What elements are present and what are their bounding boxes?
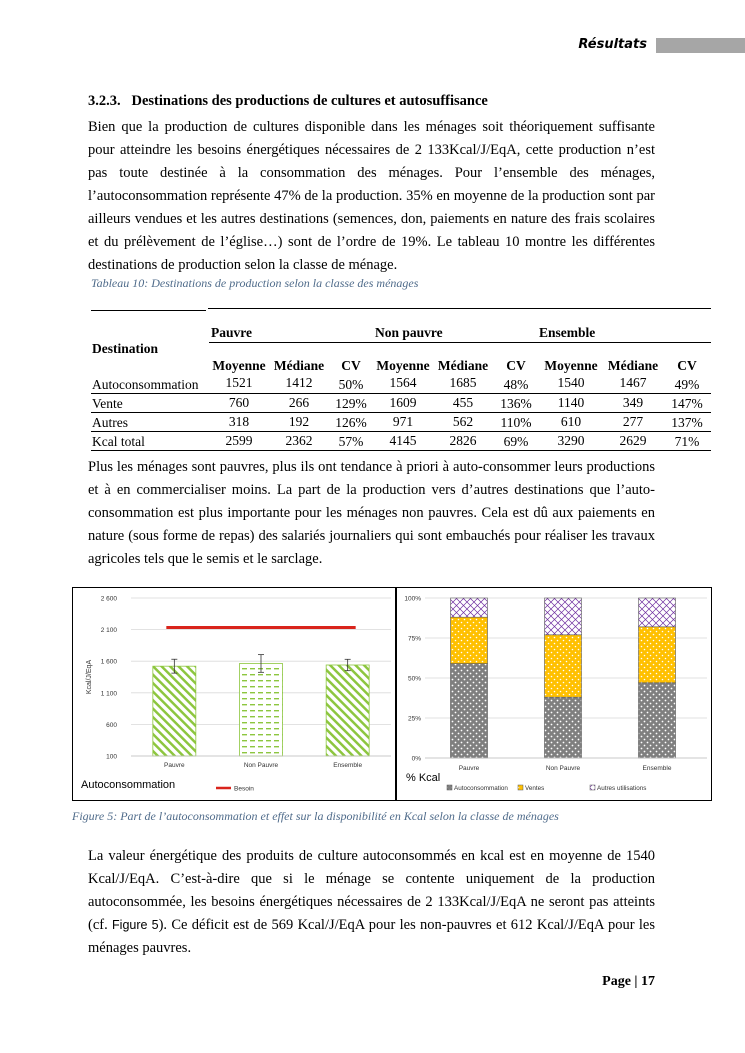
figure-caption: Figure 5: Part de l’autoconsommation et effet sur la disponibilité en Kcal selon la classe de ménages xyxy=(72,809,559,823)
destination-header: Destination xyxy=(92,340,159,356)
paragraph-deficit-text-b: ). Ce déficit est de 569 Kcal/J/EqA pour les non-pauvres et 612 Kcal/J/EqA pour les ménages pauvres. xyxy=(88,917,655,956)
table-cell: 2599 xyxy=(209,431,269,450)
segment-ventes xyxy=(451,617,488,663)
group-header-pauvre: Pauvre xyxy=(211,325,252,340)
chart-destinations-percent xyxy=(396,587,712,801)
table-cell: 69% xyxy=(493,431,539,450)
segment-autoconsommation xyxy=(545,697,582,758)
y-tick-label: 100 xyxy=(106,753,117,761)
y-tick-label: 2 100 xyxy=(100,627,117,635)
y-tick-label: 1 600 xyxy=(100,658,117,666)
table-cell: 136% xyxy=(493,393,539,412)
segment-autres-utilisations xyxy=(639,598,676,627)
table-cell: 50% xyxy=(329,374,373,393)
col-header-mediane: Médiane xyxy=(269,342,329,374)
x-tick-label: Pauvre xyxy=(164,762,185,769)
table-cell: 2826 xyxy=(433,431,493,450)
y-tick-label: 2 600 xyxy=(100,595,117,603)
y-tick-label: 75% xyxy=(407,635,421,643)
table-row xyxy=(91,412,711,431)
table-cell: 2362 xyxy=(269,431,329,450)
table-cell: 1467 xyxy=(603,374,663,393)
table-cell: 129% xyxy=(329,393,373,412)
x-tick-label: Non Pauvre xyxy=(545,765,581,772)
group-header-ensemble: Ensemble xyxy=(539,325,596,340)
table-cell: 1521 xyxy=(209,374,269,393)
y-axis-label: Kcal/J/EqA xyxy=(86,659,93,695)
table-cell: 1685 xyxy=(433,374,493,393)
x-tick-label: Ensemble xyxy=(642,765,672,772)
section-heading: 3.2.3. Destinations des productions de cultures et autosuffisance xyxy=(88,93,488,109)
legend-swatch xyxy=(590,785,595,790)
y-tick-label: 600 xyxy=(106,721,117,729)
destinations-table xyxy=(91,308,711,451)
bar-ensemble xyxy=(326,665,369,756)
table-row xyxy=(91,374,711,393)
segment-autres-utilisations xyxy=(545,598,582,635)
col-header-moyenne: Moyenne xyxy=(539,342,603,374)
legend-besoin-label: Besoin xyxy=(234,785,254,793)
table-cell: 277 xyxy=(603,412,663,431)
chart-autoconsommation xyxy=(72,587,396,801)
table-cell: 48% xyxy=(493,374,539,393)
y-tick-label: 0% xyxy=(411,755,421,763)
segment-autres-utilisations xyxy=(451,598,488,617)
y-tick-label: 1 100 xyxy=(100,690,117,698)
x-tick-label: Pauvre xyxy=(458,765,480,772)
col-header-moyenne: Moyenne xyxy=(209,342,269,374)
paragraph-deficit-text-a: La valeur énergétique des produits de culture autoconsommés en kcal est en moyenne de 1540 Kcal/J/EqA. C’est-à-dire que si le ménage se contente uniquement de la production autoconsommée, les besoins énergétiques nécessaires de 2 133Kcal/J/EqA ne seront pas atteints (cf. xyxy=(88,848,655,933)
group-header-non-pauvre: Non pauvre xyxy=(375,325,443,340)
row-label: Kcal total xyxy=(91,431,209,450)
table-cell: 57% xyxy=(329,431,373,450)
legend-swatch xyxy=(518,785,523,790)
table-caption: Tableau 10: Destinations de production selon la classe des ménages xyxy=(91,276,419,290)
table-cell: 110% xyxy=(493,412,539,431)
table-cell: 349 xyxy=(603,393,663,412)
table-cell: 318 xyxy=(209,412,269,431)
col-header-cv: CV xyxy=(493,342,539,374)
col-header-cv: CV xyxy=(663,342,711,374)
y-tick-label: 50% xyxy=(407,675,421,683)
segment-autoconsommation xyxy=(639,683,676,758)
legend-label: Ventes xyxy=(525,785,545,792)
table-cell: 49% xyxy=(663,374,711,393)
paragraph-intro: Bien que la production de cultures disponible dans les ménages soit théoriquement suffisante pour atteindre les besoins énergétiques nécessaires de 2 133Kcal/J/EqA, cette production n’est pas toute destinée à la consommation des ménages. Pour l’ensemble des ménages, l’autoconsommation représente 47% de la production. 35% en moyenne de la production sont par ailleurs vendues et les autres destinations (semences, don, paiements en nature des frais scolaires et du prélèvement de l’église…) sont de l’ordre de 19%. Le tableau 10 montre les différentes destinations de production selon la classe de ménage. xyxy=(88,119,655,273)
y-axis-label: % Kcal xyxy=(406,772,441,784)
col-header-cv: CV xyxy=(329,342,373,374)
table-cell: 1564 xyxy=(373,374,433,393)
table-cell: 126% xyxy=(329,412,373,431)
chart-destinations-percent-svg xyxy=(397,588,711,800)
y-tick-label: 100% xyxy=(404,595,421,603)
table-cell: 1609 xyxy=(373,393,433,412)
col-header-mediane: Médiane xyxy=(603,342,663,374)
table-row xyxy=(91,431,711,450)
paragraph-analysis: Plus les ménages sont pauvres, plus ils ont tendance à priori à auto-consommer leurs productions et à en commercialiser moins. La part de la production vers d’autres destinations que l’auto-consommation est plus importante pour les ménages non pauvres. Cela est dû aux paiements en nature (sous forme de repas) des salariés journaliers qui sont embauchés pour réaliser les travaux agricoles tels que le semis et le sarclage. xyxy=(88,459,655,567)
table-cell: 455 xyxy=(433,393,493,412)
table-body xyxy=(91,374,711,450)
legend-label: Autoconsommation xyxy=(454,785,508,792)
table-cell: 137% xyxy=(663,412,711,431)
legend-label: Autres utilisations xyxy=(597,785,647,792)
table-cell: 760 xyxy=(209,393,269,412)
segment-autoconsommation xyxy=(451,664,488,758)
table-cell: 610 xyxy=(539,412,603,431)
table-cell: 266 xyxy=(269,393,329,412)
table-cell: 971 xyxy=(373,412,433,431)
legend-swatch xyxy=(447,785,452,790)
y-tick-label: 25% xyxy=(407,715,421,723)
col-header-moyenne: Moyenne xyxy=(373,342,433,374)
bar-non-pauvre xyxy=(240,663,283,756)
x-tick-label: Ensemble xyxy=(333,762,363,769)
table-cell: 562 xyxy=(433,412,493,431)
row-label: Vente xyxy=(91,393,209,412)
header-decorative-bar xyxy=(656,38,745,53)
chart-title: Autoconsommation xyxy=(81,779,176,791)
figure-reference: Figure 5 xyxy=(112,918,159,932)
table-cell: 147% xyxy=(663,393,711,412)
page-number: Page | 17 xyxy=(602,974,655,989)
chart-autoconsommation-svg xyxy=(73,588,395,800)
table-cell: 3290 xyxy=(539,431,603,450)
row-label: Autres xyxy=(91,412,209,431)
table-cell: 4145 xyxy=(373,431,433,450)
running-header-title: Résultats xyxy=(578,37,647,52)
segment-ventes xyxy=(545,635,582,697)
col-header-mediane: Médiane xyxy=(433,342,493,374)
x-tick-label: Non Pauvre xyxy=(243,762,279,769)
table-cell: 71% xyxy=(663,431,711,450)
bar-pauvre xyxy=(153,666,196,756)
row-label: Autoconsommation xyxy=(91,374,209,393)
table-cell: 1140 xyxy=(539,393,603,412)
table-cell: 192 xyxy=(269,412,329,431)
paragraph-deficit xyxy=(88,845,655,960)
table-row xyxy=(91,393,711,412)
table-cell: 1412 xyxy=(269,374,329,393)
table-cell: 1540 xyxy=(539,374,603,393)
table-cell: 2629 xyxy=(603,431,663,450)
segment-ventes xyxy=(639,627,676,683)
